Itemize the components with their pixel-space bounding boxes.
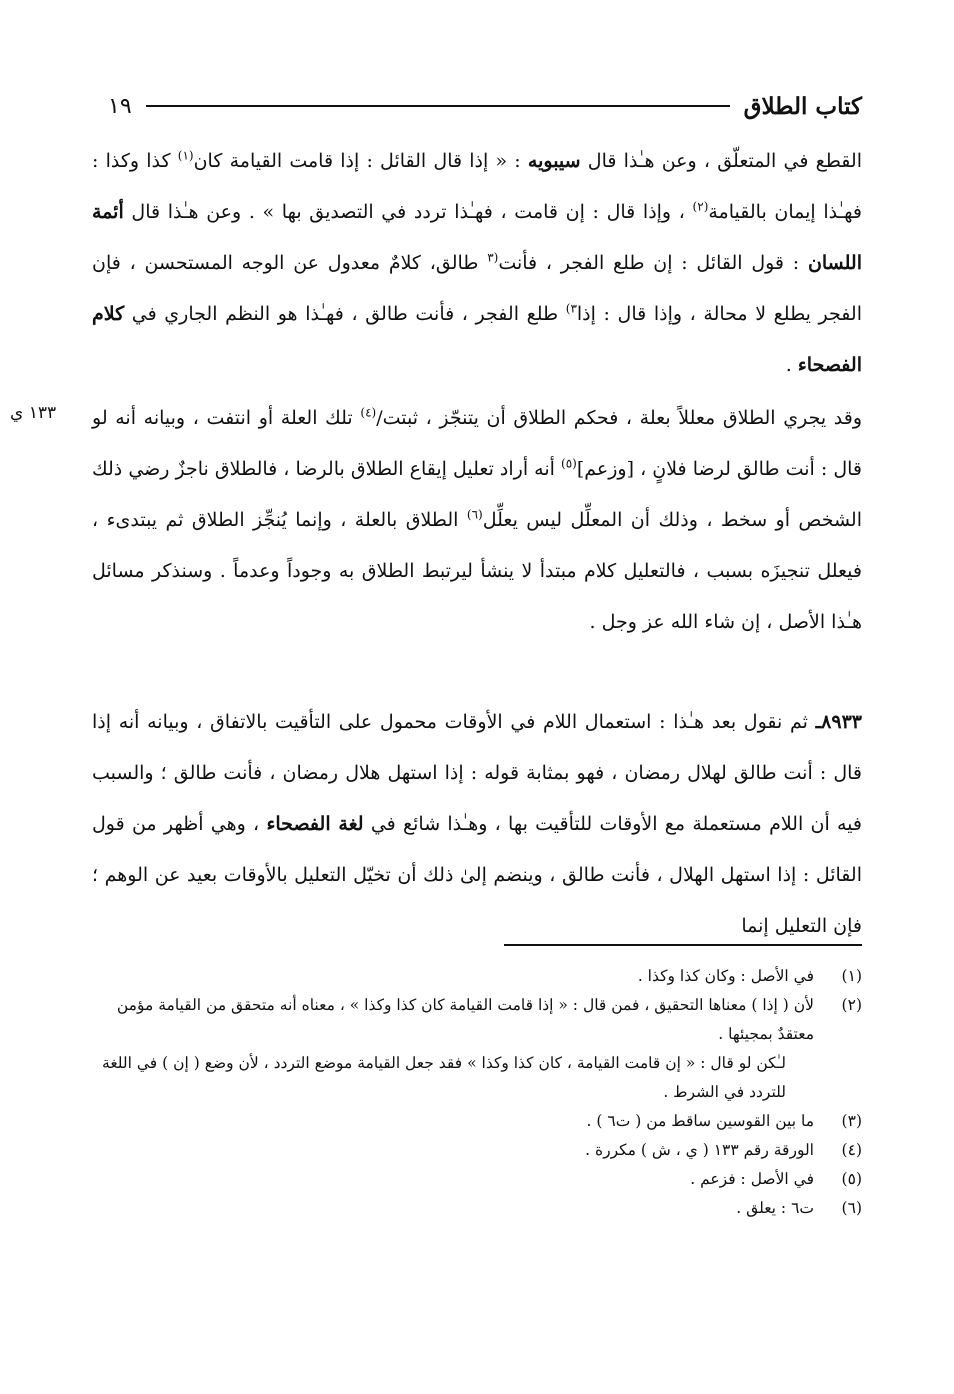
footnote-number: (٣) xyxy=(841,1112,862,1130)
text-segment: . xyxy=(785,354,798,376)
footnote-ref-5[interactable]: (٥) xyxy=(561,456,577,471)
footnote-item xyxy=(92,1194,862,1223)
text-segment: أنه أراد تعليل إيقاع الطلاق بالرضا ، فالطلاق ناجزٌ رضي ذلك الشخص أو سخط ، وذلك أن المعلِّل ليس يعلِّل xyxy=(92,458,862,531)
paragraph-number: ٨٩٣٣ـ xyxy=(815,711,862,733)
footnote-item xyxy=(92,962,862,991)
footnote-number: (٦) xyxy=(841,1199,862,1217)
footnote-item xyxy=(92,1165,862,1194)
footnote-ref-3-open[interactable]: (٣ xyxy=(487,250,499,265)
term-kalam-al-fusaha: كلام الفصحاء xyxy=(92,303,862,376)
paragraph-3 xyxy=(92,697,862,952)
footnote-text: في الأصل : فزعم . xyxy=(690,1170,814,1188)
text-segment: القطع في المتعلّق ، وعن هـٰذا قال xyxy=(580,150,862,172)
footnote-text: ما بين القوسين ساقط من ( ت٦ ) . xyxy=(586,1112,814,1130)
footnote-item xyxy=(92,1049,862,1107)
text-segment: ثم نقول بعد هـٰذا : استعمال اللام في الأوقات محمول على التأقيت بالاتفاق ، وبيانه أنه إذا قال : أنت طالق لهلال رمضان ، فهو بمثابة قوله : إذا استهل هلال رمضان ، فأنت طالق ؛ والسبب فيه أن اللام مستعملة مع الأوقات للتأقيت بها ، وهـٰذا شائع في xyxy=(92,711,862,835)
term-aimmat-al-lisan: أئمة اللسان xyxy=(92,201,862,274)
footnote-ref-3-close[interactable]: ٣) xyxy=(565,301,577,316)
page-number: ١٩ xyxy=(108,93,132,119)
footnote-text: في الأصل : وكان كذا وكذا . xyxy=(637,967,814,985)
footnote-ref-4[interactable]: (٤) xyxy=(360,405,377,420)
footnote-item xyxy=(92,1136,862,1165)
footnote-ref-2[interactable]: (٢) xyxy=(692,199,709,214)
footnote-text: الورقة رقم ١٣٣ ( ي ، ش ) مكررة . xyxy=(585,1141,814,1159)
name-sibawayh: سيبويه xyxy=(527,150,581,172)
footnote-text: لأن ( إذا ) معناها التحقيق ، فمن قال : « إذا قامت القيامة كان كذا وكذا » ، معناه أنه متحقق من القيامة مؤمن معتقدٌ بمجيئها . xyxy=(116,996,814,1043)
footnote-number: (٢) xyxy=(841,996,862,1014)
chapter-title: كتاب الطلاق xyxy=(743,92,862,120)
text-segment: ، وإذا قال : إن قامت ، فهـٰذا تردد في التصديق بها » . وعن هـٰذا قال xyxy=(123,201,693,223)
footnote-text: ت٦ : يعلق . xyxy=(736,1199,814,1217)
term-lughat-al-fusaha: لغة الفصحاء xyxy=(266,813,364,835)
footnote-number: (١) xyxy=(841,967,862,985)
header-rule xyxy=(146,105,730,107)
text-segment: الطلاق بالعلة ، وإنما يُنجِّز الطلاق ثم يبتدىء ، فيعلل تنجيزَه بسبب ، فالتعليل كلام مبتدأ لا ينشأ ليرتبط الطلاق به وجوداً وعدماً . وسنذكر مسائل هـٰذا الأصل ، إن شاء الله عز وجل . xyxy=(92,509,862,633)
paragraph-2 xyxy=(92,393,862,648)
footnote-text: لـٰكن لو قال : « إن قامت القيامة ، كان كذا وكذا » فقد جعل القيامة موضع التردد ، لأن وضع ( إن ) في اللغة للتردد في الشرط . xyxy=(102,1054,786,1101)
text-segment: طالق، كلامٌ معدول عن الوجه المستحسن ، فإن الفجر يطلع لا محالة ، وإذا قال : إذا xyxy=(92,252,862,325)
text-segment: طلع الفجر ، فأنت طالق ، فهـٰذا هو النظم الجاري في xyxy=(124,303,566,325)
footnote-ref-1[interactable]: (١) xyxy=(177,148,194,163)
footnote-number: (٥) xyxy=(841,1170,862,1188)
paragraph-1 xyxy=(92,136,862,391)
footnote-number xyxy=(814,1049,862,1107)
margin-folio-note: ١٣٣ ي xyxy=(10,403,57,423)
footnotes xyxy=(92,962,862,1223)
footnote-number: (٤) xyxy=(841,1141,862,1159)
footnote-item xyxy=(92,991,862,1049)
text-segment: : « إذا قال القائل : إذا قامت القيامة كان xyxy=(193,150,528,172)
text-segment: كذا وكذا : فهـٰذا إيمان بالقيامة xyxy=(92,150,862,223)
footnote-separator xyxy=(504,944,862,946)
footnote-item xyxy=(92,1107,862,1136)
footnote-ref-6[interactable]: (٦) xyxy=(466,507,483,522)
text-segment: : قول القائل : إن طلع الفجر ، فأنت xyxy=(498,252,808,274)
running-header xyxy=(108,86,862,126)
text-segment: ، وهي أظهر من قول القائل : إذا استهل الهلال ، فأنت طالق ، وينضم إلىٰ ذلك أن تخيّل التعليل بالأوقات بعيد عن الوهم ؛ فإن التعليل إنما xyxy=(92,813,862,937)
text-segment: وقد يجري الطلاق معللاً بعلة ، فحكم الطلاق أن يتنجّز ، ثبتت/ xyxy=(376,407,862,429)
text-segment: تلك العلة أو انتفت ، وبيانه أنه لو قال : أنت طالق لرضا فلانٍ ، [وزعم] xyxy=(92,407,863,480)
